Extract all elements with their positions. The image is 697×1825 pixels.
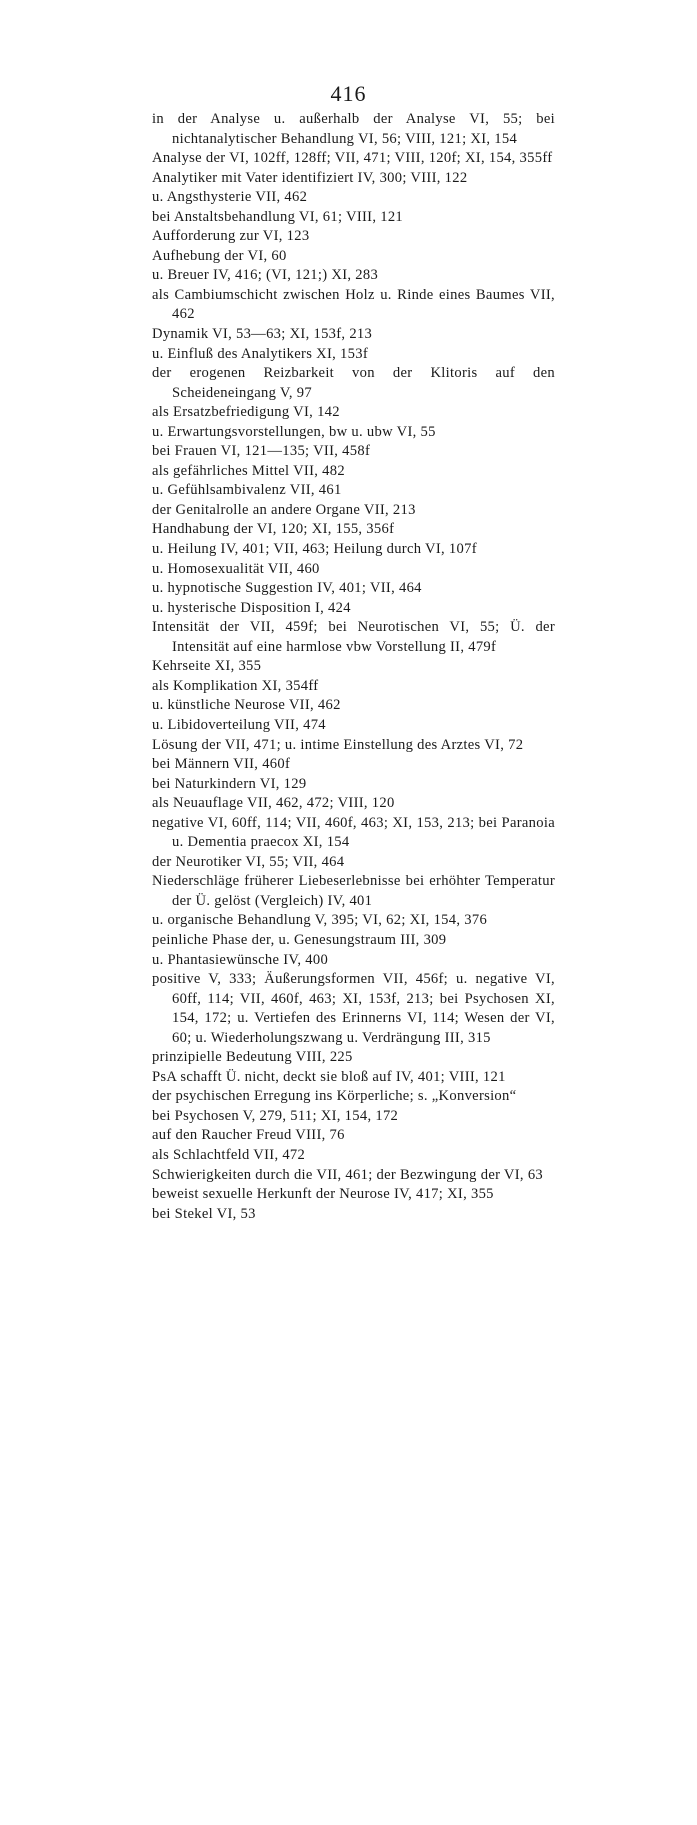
index-entry: u. künstliche Neurose VII, 462 bbox=[152, 697, 341, 714]
index-entry: Aufhebung der VI, 60 bbox=[152, 247, 287, 264]
index-entry: als Neuauflage VII, 462, 472; VIII, 120 bbox=[152, 795, 395, 812]
index-entry: Lösung der VII, 471; u. intime Einstellung des Arztes VI, 72 bbox=[152, 736, 524, 753]
index-entry: bei Psychosen V, 279, 511; XI, 154, 172 bbox=[152, 1107, 399, 1124]
index-entry: beweist sexuelle Herkunft der Neurose IV, 417; XI, 355 bbox=[152, 1186, 494, 1203]
index-entry: u. Angsthysterie VII, 462 bbox=[152, 189, 308, 206]
index-entry: u. Phantasiewünsche IV, 400 bbox=[152, 951, 329, 968]
page-number: 416 bbox=[330, 81, 367, 106]
index-entry: positive V, 333; Äußerungsformen VII, 456f; u. negative VI, 60ff, 114; VII, 460f, 463; XI, 153f, 213; bei Psychosen XI, 154, 172; u. Vertiefen des Erinnerns VI, 114; Wesen der VI, 60; u. Wiederholungszwang u. Verdrängung III, 315 bbox=[152, 971, 555, 1046]
index-entry: der psychischen Erregung ins Körperliche; s. „Konversion“ bbox=[152, 1088, 517, 1105]
index-entry: Analyse der VI, 102ff, 128ff; VII, 471; VIII, 120f; XI, 154, 355ff bbox=[152, 150, 553, 167]
index-entry: u. Gefühlsambivalenz VII, 461 bbox=[152, 482, 342, 499]
index-entry: bei Männern VII, 460f bbox=[152, 756, 291, 773]
index-entry: u. Heilung IV, 401; VII, 463; Heilung durch VI, 107f bbox=[152, 541, 477, 558]
index-entry: Schwierigkeiten durch die VII, 461; der Bezwingung der VI, 63 bbox=[152, 1166, 544, 1183]
index-entry: bei Frauen VI, 121—135; VII, 458f bbox=[152, 443, 371, 460]
index-entry: als Schlachtfeld VII, 472 bbox=[152, 1146, 306, 1163]
index-entry: bei Anstaltsbehandlung VI, 61; VIII, 121 bbox=[152, 208, 404, 225]
index-entry: u. hysterische Disposition I, 424 bbox=[152, 599, 351, 616]
index-entry: bei Naturkindern VI, 129 bbox=[152, 775, 307, 792]
index-entries bbox=[152, 110, 555, 1224]
index-entry: Analytiker mit Vater identifiziert IV, 300; VIII, 122 bbox=[152, 169, 468, 186]
index-entry: auf den Raucher Freud VIII, 76 bbox=[152, 1127, 345, 1144]
index-entry: u. organische Behandlung V, 395; VI, 62; XI, 154, 376 bbox=[152, 912, 488, 929]
index-entry: der Genitalrolle an andere Organe VII, 213 bbox=[152, 501, 416, 518]
index-entry: u. hypnotische Suggestion IV, 401; VII, 464 bbox=[152, 580, 422, 597]
index-entry: bei Stekel VI, 53 bbox=[152, 1205, 256, 1222]
index-entry: als gefährliches Mittel VII, 482 bbox=[152, 462, 345, 479]
index-entry: Aufforderung zur VI, 123 bbox=[152, 228, 310, 245]
index-entry: prinzipielle Bedeutung VIII, 225 bbox=[152, 1049, 353, 1066]
index-entry: u. Breuer IV, 416; (VI, 121;) XI, 283 bbox=[152, 267, 379, 284]
index-entry: Handhabung der VI, 120; XI, 155, 356f bbox=[152, 521, 395, 538]
index-entry: Dynamik VI, 53—63; XI, 153f, 213 bbox=[152, 326, 373, 343]
index-entry: u. Erwartungsvorstellungen, bw u. ubw VI, 55 bbox=[152, 423, 436, 440]
index-entry: als Komplikation XI, 354ff bbox=[152, 677, 319, 694]
index-entry: u. Libidoverteilung VII, 474 bbox=[152, 716, 326, 733]
index-entry: Niederschläge früherer Liebeserlebnisse bei erhöhter Temperatur der Ü. gelöst (Vergleich) IV, 401 bbox=[152, 873, 555, 909]
index-entry: Intensität der VII, 459f; bei Neurotischen VI, 55; Ü. der Intensität auf eine harmlose vbw Vorstellung II, 479f bbox=[152, 619, 555, 655]
index-entry: u. Homosexualität VII, 460 bbox=[152, 560, 320, 577]
index-entry: peinliche Phase der, u. Genesungstraum III, 309 bbox=[152, 931, 447, 948]
index-entry: als Cambiumschicht zwischen Holz u. Rinde eines Baumes VII, 462 bbox=[152, 286, 555, 323]
index-entry: als Ersatzbefriedigung VI, 142 bbox=[152, 404, 340, 421]
index-entry: der Neurotiker VI, 55; VII, 464 bbox=[152, 853, 345, 870]
index-entry: negative VI, 60ff, 114; VII, 460f, 463; XI, 153, 213; bei Paranoia u. Dementia praecox XI, 154 bbox=[152, 814, 555, 851]
index-entry: PsA schafft Ü. nicht, deckt sie bloß auf IV, 401; VIII, 121 bbox=[152, 1068, 506, 1085]
index-entry: u. Einfluß des Analytikers XI, 153f bbox=[152, 345, 368, 362]
index-entry: der erogenen Reizbarkeit von der Klitoris auf den Scheideneingang V, 97 bbox=[152, 365, 555, 401]
index-entry: in der Analyse u. außerhalb der Analyse VI, 55; bei nichtanalytischer Behandlung VI, 56; VIII, 121; XI, 154 bbox=[152, 111, 555, 147]
index-entry: Kehrseite XI, 355 bbox=[152, 658, 262, 675]
